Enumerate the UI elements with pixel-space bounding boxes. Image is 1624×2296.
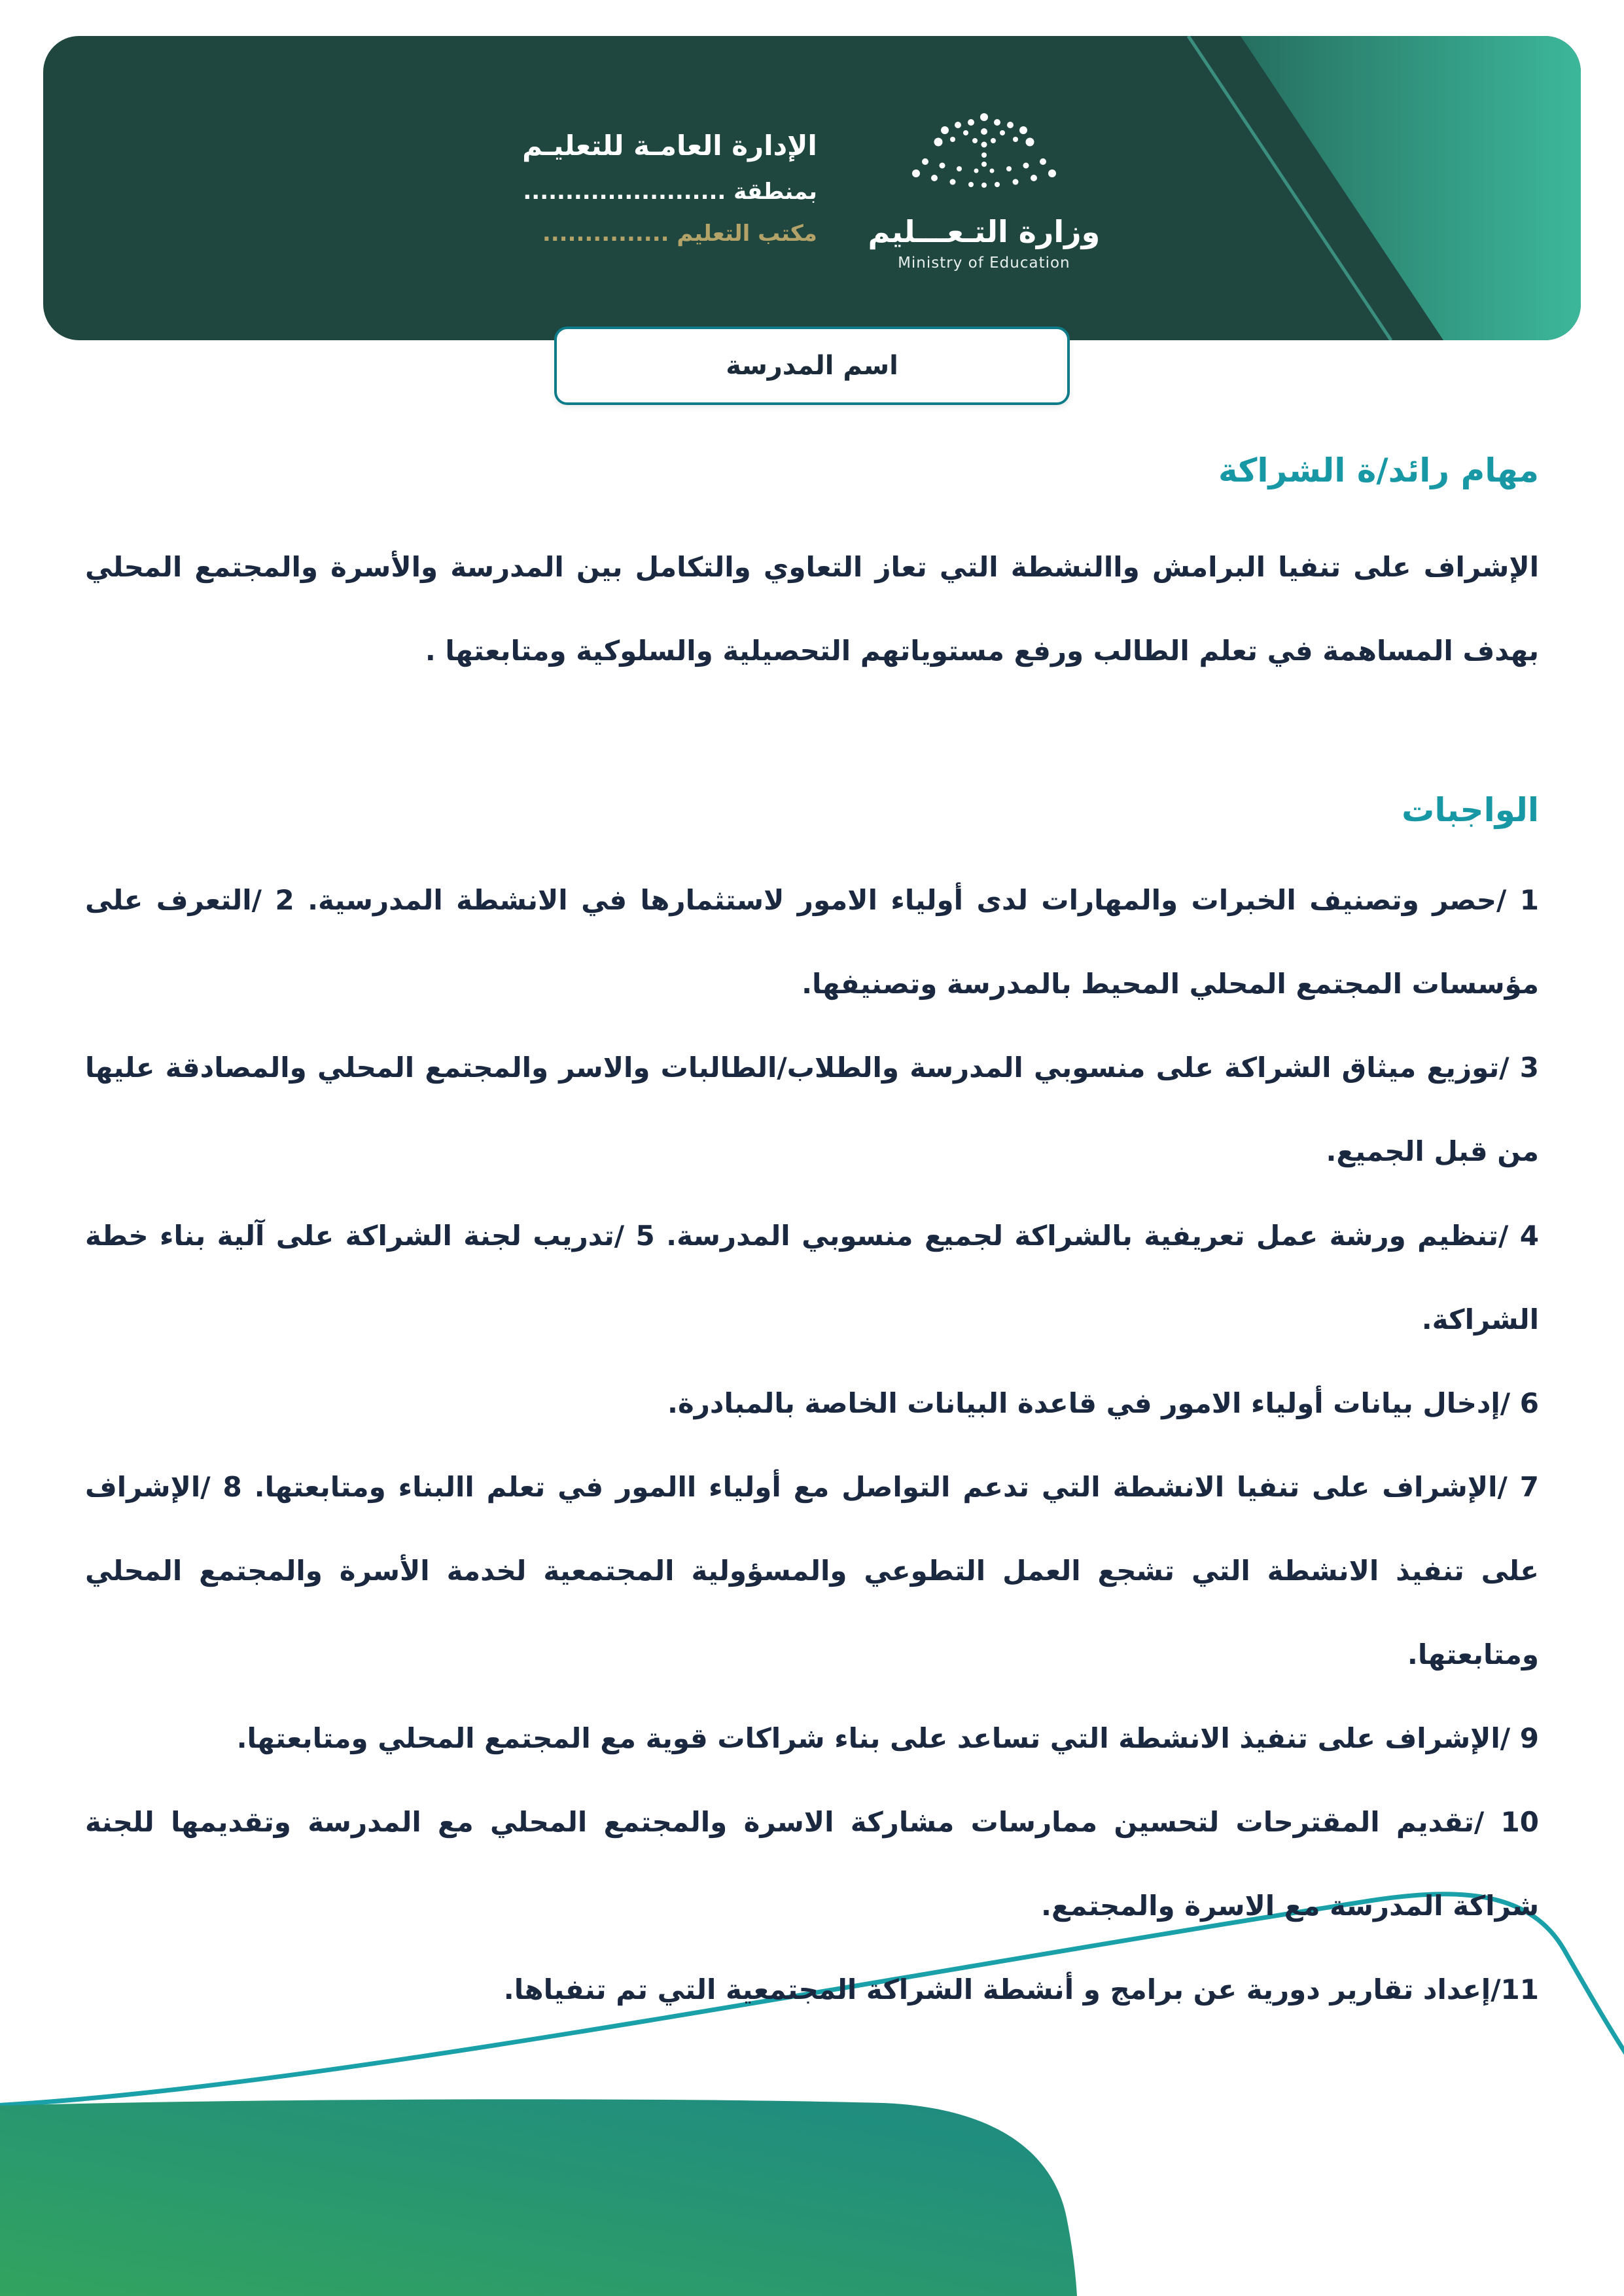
department-block [522, 130, 817, 247]
tasks-intro-paragraph: الإشراف على تنفيا البرامش واالنشطة التي تعاز التعاوي والتكامل بين المدرسة والأسرة والمجتمع المحلي بهدف المساهمة في تعلم الطالب ورفع مستوياتهم التحصيلية والسلوكية ومتابعتها . [85, 551, 1539, 667]
header-banner [43, 36, 1581, 340]
education-office-line: مكتب التعليم ............... [542, 221, 817, 247]
duty-item: 4 /تنظيم ورشة عمل تعريفية بالشراكة لجميع منسوبي المدرسة. 5 /تدريب لجنة الشراكة على آلية بناء خطة الشراكة. [85, 1219, 1539, 1335]
region-line: بمنطقة ........................ [523, 179, 817, 205]
duty-item: 10 /تقديم المقترحات لتحسين ممارسات مشاركة الاسرة والمجتمع المحلي مع المدرسة وتقديمها للجنة شراكة المدرسة مع الاسرة والمجتمع. [85, 1806, 1539, 1922]
department-title: الإدارة العامـة للتعليـم [522, 130, 817, 162]
duties-list [85, 858, 1539, 2032]
ministry-logo [866, 105, 1102, 272]
duty-item: 7 /الإشراف على تنفيا الانشطة التي تدعم التواصل مع أولياء االمور في تعلم االبناء ومتابعتها. 8 /الإشراف على تنفيذ الانشطة التي تشجع العمل التطوعي والمسؤولية المجتمعية لخدمة الأسرة والمجتمع المحلي ومتابعتها. [85, 1470, 1539, 1671]
duties-section-title: الواجبات [1402, 791, 1539, 830]
tasks-section-title: مهام رائد/ة الشراكة [1218, 451, 1539, 489]
duty-item: 3 /توزيع ميثاق الشراكة على منسوبي المدرسة والطلاب/الطالبات والاسر والمجتمع المحلي والمصادقة عليها من قبل الجميع. [85, 1051, 1539, 1168]
duty-item: 6 /إدخال بيانات أولياء الامور في قاعدة البيانات الخاصة بالمبادرة. [667, 1386, 1539, 1419]
school-name-tab [554, 327, 1070, 405]
duty-item: 9 /الإشراف على تنفيذ الانشطة التي تساعد على بناء شراكات قوية مع المجتمع المحلي ومتابعتها. [236, 1722, 1539, 1755]
duty-item: 11/إعداد تقارير دورية عن برامج و أنشطة الشراكة المجتمعية التي تم تنفياها. [503, 1973, 1539, 2006]
ministry-wordmark-arabic: وزارة التـعـــليم [868, 213, 1101, 249]
ministry-wordmark-english: Ministry of Education [898, 254, 1070, 272]
duty-item: 1 /حصر وتصنيف الخبرات والمهارات لدى أولياء الامور لاستثمارها في الانشطة المدرسية. 2 /التعرف على مؤسسات المجتمع المحلي المحيط بالمدرسة وتصنيفها. [85, 884, 1539, 1000]
main-content [85, 451, 1539, 2032]
school-name-label: اسم المدرسة [726, 351, 898, 381]
ministry-emblem-dots-icon [879, 105, 1089, 210]
